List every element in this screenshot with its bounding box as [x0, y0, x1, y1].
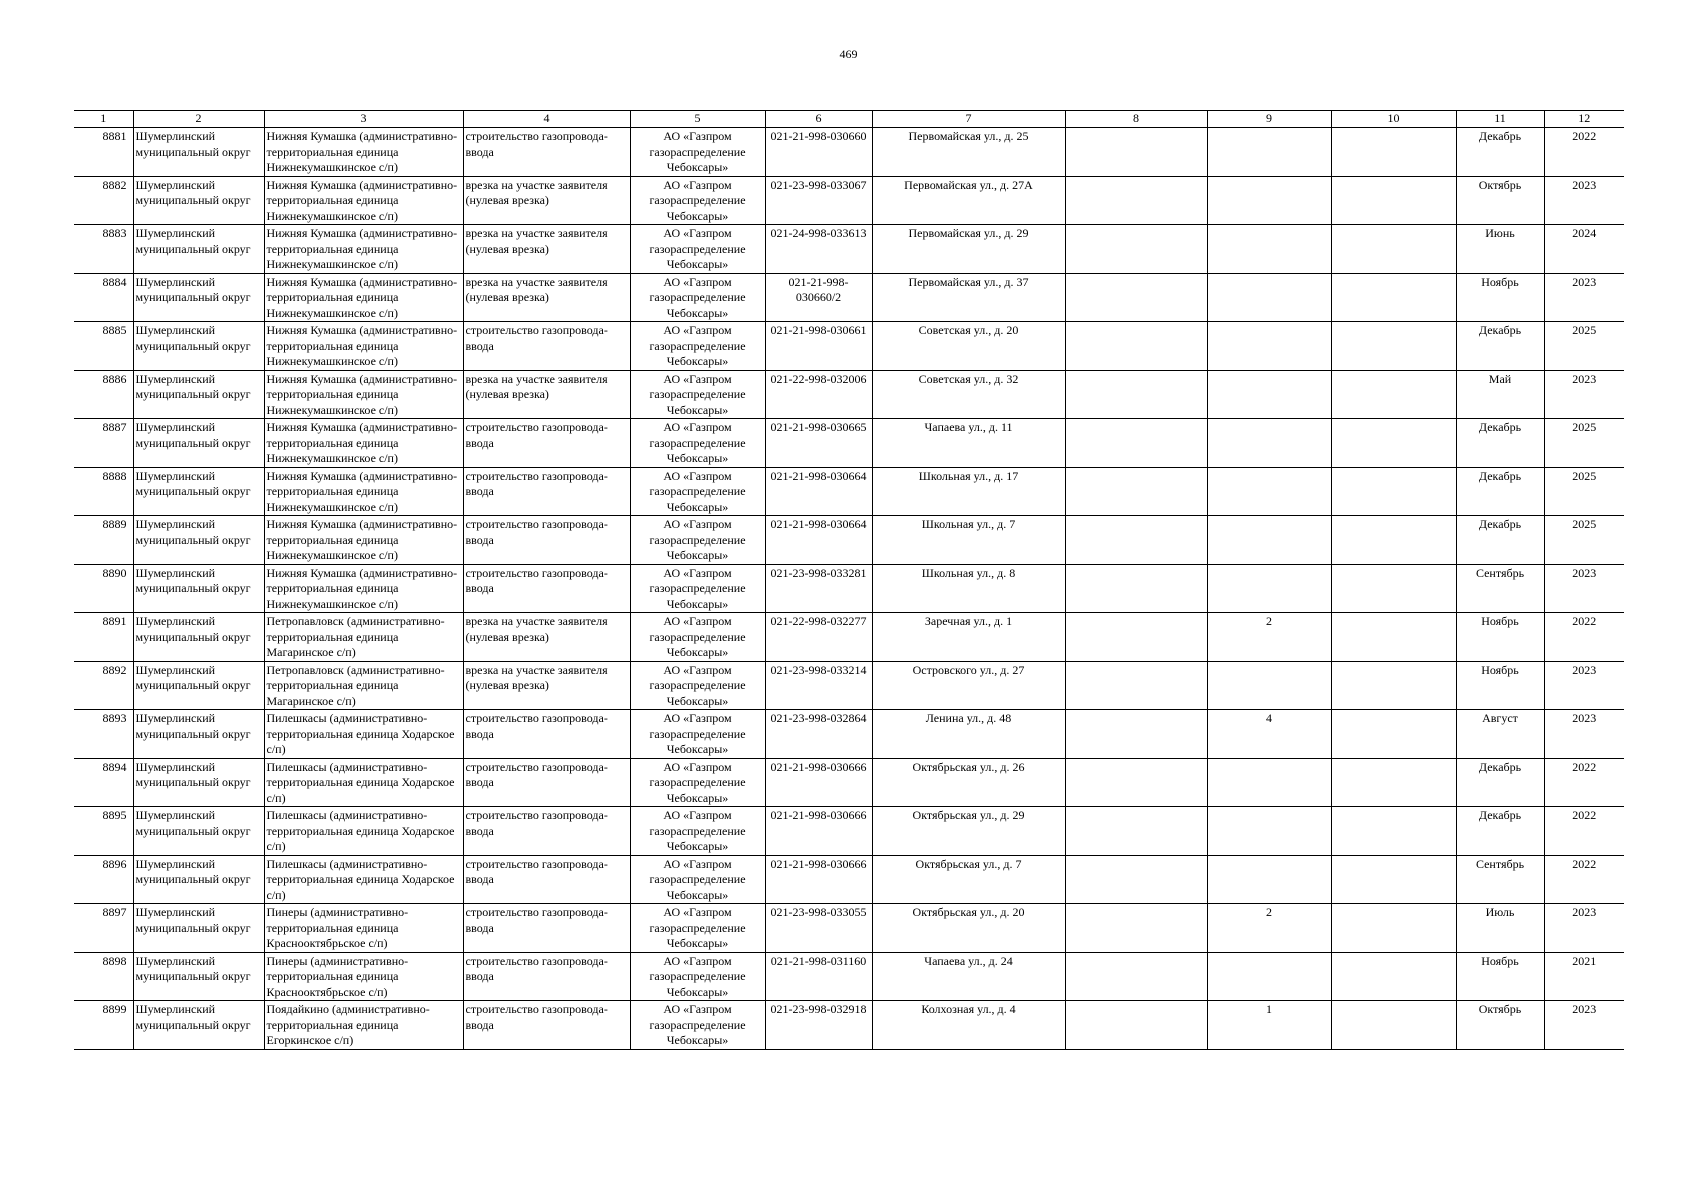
work-type-cell: строительство газопровода-ввода	[463, 564, 630, 613]
row-number-cell: 8892	[74, 661, 133, 710]
column-header: 9	[1207, 111, 1331, 128]
work-type-cell: строительство газопровода-ввода	[463, 419, 630, 468]
organization-cell: АО «Газпром газораспределение Чебоксары»	[630, 710, 765, 759]
column-8-cell	[1065, 176, 1207, 225]
table-row	[74, 370, 1624, 419]
year-cell: 2022	[1544, 807, 1624, 856]
work-type-cell: врезка на участке заявителя (нулевая врезка)	[463, 613, 630, 662]
table-row	[74, 273, 1624, 322]
column-header: 3	[264, 111, 463, 128]
month-cell: Июль	[1456, 904, 1544, 953]
column-8-cell	[1065, 758, 1207, 807]
organization-cell: АО «Газпром газораспределение Чебоксары»	[630, 176, 765, 225]
year-cell: 2025	[1544, 516, 1624, 565]
column-9-cell	[1207, 564, 1331, 613]
month-cell: Август	[1456, 710, 1544, 759]
column-9-cell	[1207, 467, 1331, 516]
district-cell: Шумерлинский муниципальный округ	[133, 564, 264, 613]
application-code-cell: 021-21-998-030666	[765, 807, 872, 856]
column-9-cell	[1207, 322, 1331, 371]
application-code-cell: 021-21-998-030660/2	[765, 273, 872, 322]
column-10-cell	[1331, 273, 1456, 322]
table-row	[74, 176, 1624, 225]
year-cell: 2025	[1544, 322, 1624, 371]
column-header: 2	[133, 111, 264, 128]
address-cell: Октябрьская ул., д. 29	[872, 807, 1065, 856]
column-9-cell	[1207, 661, 1331, 710]
work-type-cell: строительство газопровода-ввода	[463, 807, 630, 856]
organization-cell: АО «Газпром газораспределение Чебоксары»	[630, 661, 765, 710]
district-cell: Шумерлинский муниципальный округ	[133, 516, 264, 565]
column-header: 11	[1456, 111, 1544, 128]
row-number-cell: 8890	[74, 564, 133, 613]
month-cell: Сентябрь	[1456, 564, 1544, 613]
organization-cell: АО «Газпром газораспределение Чебоксары»	[630, 322, 765, 371]
district-cell: Шумерлинский муниципальный округ	[133, 370, 264, 419]
table-row	[74, 952, 1624, 1001]
table-row	[74, 564, 1624, 613]
work-type-cell: строительство газопровода-ввода	[463, 952, 630, 1001]
column-9-cell	[1207, 855, 1331, 904]
organization-cell: АО «Газпром газораспределение Чебоксары»	[630, 758, 765, 807]
district-cell: Шумерлинский муниципальный округ	[133, 322, 264, 371]
month-cell: Ноябрь	[1456, 613, 1544, 662]
application-code-cell: 021-21-998-030660	[765, 128, 872, 177]
locality-cell: Петропавловск (административно-территориальная единица Магаринское с/п)	[264, 613, 463, 662]
column-8-cell	[1065, 710, 1207, 759]
month-cell: Ноябрь	[1456, 661, 1544, 710]
row-number-cell: 8881	[74, 128, 133, 177]
year-cell: 2023	[1544, 661, 1624, 710]
column-10-cell	[1331, 710, 1456, 759]
month-cell: Июнь	[1456, 225, 1544, 274]
application-code-cell: 021-24-998-033613	[765, 225, 872, 274]
work-type-cell: строительство газопровода-ввода	[463, 758, 630, 807]
application-code-cell: 021-21-998-030665	[765, 419, 872, 468]
column-8-cell	[1065, 1001, 1207, 1050]
district-cell: Шумерлинский муниципальный округ	[133, 613, 264, 662]
column-8-cell	[1065, 128, 1207, 177]
month-cell: Декабрь	[1456, 807, 1544, 856]
column-8-cell	[1065, 904, 1207, 953]
year-cell: 2022	[1544, 613, 1624, 662]
address-cell: Чапаева ул., д. 11	[872, 419, 1065, 468]
month-cell: Ноябрь	[1456, 273, 1544, 322]
column-10-cell	[1331, 1001, 1456, 1050]
table-row	[74, 613, 1624, 662]
column-10-cell	[1331, 758, 1456, 807]
column-header: 12	[1544, 111, 1624, 128]
column-8-cell	[1065, 807, 1207, 856]
column-8-cell	[1065, 322, 1207, 371]
address-cell: Первомайская ул., д. 27А	[872, 176, 1065, 225]
work-type-cell: строительство газопровода-ввода	[463, 904, 630, 953]
work-type-cell: строительство газопровода-ввода	[463, 467, 630, 516]
table-row	[74, 710, 1624, 759]
column-9-cell	[1207, 419, 1331, 468]
address-cell: Советская ул., д. 32	[872, 370, 1065, 419]
column-9-cell: 4	[1207, 710, 1331, 759]
work-type-cell: строительство газопровода-ввода	[463, 710, 630, 759]
address-cell: Колхозная ул., д. 4	[872, 1001, 1065, 1050]
year-cell: 2025	[1544, 467, 1624, 516]
locality-cell: Нижняя Кумашка (административно-территориальная единица Нижнекумашкинское с/п)	[264, 516, 463, 565]
column-header: 7	[872, 111, 1065, 128]
district-cell: Шумерлинский муниципальный округ	[133, 225, 264, 274]
table-row	[74, 661, 1624, 710]
organization-cell: АО «Газпром газораспределение Чебоксары»	[630, 516, 765, 565]
month-cell: Декабрь	[1456, 419, 1544, 468]
address-cell: Первомайская ул., д. 37	[872, 273, 1065, 322]
table-row	[74, 904, 1624, 953]
row-number-cell: 8899	[74, 1001, 133, 1050]
row-number-cell: 8883	[74, 225, 133, 274]
table-row	[74, 807, 1624, 856]
address-cell: Заречная ул., д. 1	[872, 613, 1065, 662]
table-row	[74, 128, 1624, 177]
district-cell: Шумерлинский муниципальный округ	[133, 176, 264, 225]
organization-cell: АО «Газпром газораспределение Чебоксары»	[630, 273, 765, 322]
column-9-cell	[1207, 176, 1331, 225]
year-cell: 2023	[1544, 904, 1624, 953]
column-9-cell	[1207, 952, 1331, 1001]
column-10-cell	[1331, 855, 1456, 904]
year-cell: 2021	[1544, 952, 1624, 1001]
table-row	[74, 855, 1624, 904]
column-9-cell	[1207, 370, 1331, 419]
column-9-cell	[1207, 273, 1331, 322]
address-cell: Октябрьская ул., д. 26	[872, 758, 1065, 807]
column-header: 1	[74, 111, 133, 128]
row-number-cell: 8894	[74, 758, 133, 807]
work-type-cell: врезка на участке заявителя (нулевая врезка)	[463, 661, 630, 710]
column-10-cell	[1331, 322, 1456, 371]
column-10-cell	[1331, 613, 1456, 662]
application-code-cell: 021-21-998-030664	[765, 467, 872, 516]
year-cell: 2024	[1544, 225, 1624, 274]
organization-cell: АО «Газпром газораспределение Чебоксары»	[630, 225, 765, 274]
work-type-cell: врезка на участке заявителя (нулевая врезка)	[463, 176, 630, 225]
address-cell: Октябрьская ул., д. 20	[872, 904, 1065, 953]
column-9-cell	[1207, 758, 1331, 807]
column-header: 5	[630, 111, 765, 128]
year-cell: 2022	[1544, 855, 1624, 904]
application-code-cell: 021-23-998-033067	[765, 176, 872, 225]
column-10-cell	[1331, 807, 1456, 856]
address-cell: Октябрьская ул., д. 7	[872, 855, 1065, 904]
district-cell: Шумерлинский муниципальный округ	[133, 1001, 264, 1050]
row-number-cell: 8898	[74, 952, 133, 1001]
application-code-cell: 021-22-998-032277	[765, 613, 872, 662]
locality-cell: Пинеры (административно-территориальная единица Краснооктябрьское с/п)	[264, 952, 463, 1001]
column-10-cell	[1331, 225, 1456, 274]
work-type-cell: строительство газопровода-ввода	[463, 128, 630, 177]
year-cell: 2023	[1544, 1001, 1624, 1050]
column-header: 10	[1331, 111, 1456, 128]
district-cell: Шумерлинский муниципальный округ	[133, 952, 264, 1001]
address-cell: Советская ул., д. 20	[872, 322, 1065, 371]
row-number-cell: 8896	[74, 855, 133, 904]
page-number: 469	[839, 47, 858, 61]
locality-cell: Нижняя Кумашка (административно-территориальная единица Нижнекумашкинское с/п)	[264, 273, 463, 322]
address-cell: Чапаева ул., д. 24	[872, 952, 1065, 1001]
table-row	[74, 758, 1624, 807]
year-cell: 2022	[1544, 758, 1624, 807]
address-cell: Первомайская ул., д. 25	[872, 128, 1065, 177]
locality-cell: Пилешкасы (административно-территориальная единица Ходарское с/п)	[264, 807, 463, 856]
column-8-cell	[1065, 419, 1207, 468]
column-8-cell	[1065, 516, 1207, 565]
application-code-cell: 021-21-998-030664	[765, 516, 872, 565]
row-number-cell: 8893	[74, 710, 133, 759]
column-9-cell: 1	[1207, 1001, 1331, 1050]
organization-cell: АО «Газпром газораспределение Чебоксары»	[630, 467, 765, 516]
district-cell: Шумерлинский муниципальный округ	[133, 128, 264, 177]
work-type-cell: врезка на участке заявителя (нулевая врезка)	[463, 370, 630, 419]
month-cell: Ноябрь	[1456, 952, 1544, 1001]
application-code-cell: 021-21-998-031160	[765, 952, 872, 1001]
row-number-cell: 8891	[74, 613, 133, 662]
row-number-cell: 8886	[74, 370, 133, 419]
address-cell: Островского ул., д. 27	[872, 661, 1065, 710]
table-row	[74, 467, 1624, 516]
column-8-cell	[1065, 467, 1207, 516]
address-cell: Школьная ул., д. 8	[872, 564, 1065, 613]
column-8-cell	[1065, 225, 1207, 274]
work-type-cell: строительство газопровода-ввода	[463, 855, 630, 904]
application-code-cell: 021-22-998-032006	[765, 370, 872, 419]
address-cell: Первомайская ул., д. 29	[872, 225, 1065, 274]
column-8-cell	[1065, 273, 1207, 322]
month-cell: Декабрь	[1456, 467, 1544, 516]
address-cell: Школьная ул., д. 17	[872, 467, 1065, 516]
work-type-cell: строительство газопровода-ввода	[463, 322, 630, 371]
application-code-cell: 021-23-998-033281	[765, 564, 872, 613]
table-row	[74, 322, 1624, 371]
column-10-cell	[1331, 176, 1456, 225]
column-8-cell	[1065, 855, 1207, 904]
column-10-cell	[1331, 419, 1456, 468]
year-cell: 2022	[1544, 128, 1624, 177]
work-type-cell: строительство газопровода-ввода	[463, 1001, 630, 1050]
month-cell: Май	[1456, 370, 1544, 419]
organization-cell: АО «Газпром газораспределение Чебоксары»	[630, 419, 765, 468]
work-type-cell: врезка на участке заявителя (нулевая врезка)	[463, 273, 630, 322]
column-10-cell	[1331, 516, 1456, 565]
district-cell: Шумерлинский муниципальный округ	[133, 758, 264, 807]
organization-cell: АО «Газпром газораспределение Чебоксары»	[630, 613, 765, 662]
application-code-cell: 021-23-998-032918	[765, 1001, 872, 1050]
column-9-cell	[1207, 516, 1331, 565]
table-row	[74, 419, 1624, 468]
application-code-cell: 021-21-998-030666	[765, 758, 872, 807]
organization-cell: АО «Газпром газораспределение Чебоксары»	[630, 952, 765, 1001]
year-cell: 2023	[1544, 564, 1624, 613]
table-row	[74, 1001, 1624, 1050]
locality-cell: Нижняя Кумашка (административно-территориальная единица Нижнекумашкинское с/п)	[264, 322, 463, 371]
column-number-header-row	[74, 111, 1624, 128]
column-10-cell	[1331, 564, 1456, 613]
organization-cell: АО «Газпром газораспределение Чебоксары»	[630, 564, 765, 613]
organization-cell: АО «Газпром газораспределение Чебоксары»	[630, 370, 765, 419]
month-cell: Декабрь	[1456, 516, 1544, 565]
locality-cell: Пилешкасы (административно-территориальная единица Ходарское с/п)	[264, 758, 463, 807]
row-number-cell: 8897	[74, 904, 133, 953]
year-cell: 2023	[1544, 710, 1624, 759]
row-number-cell: 8895	[74, 807, 133, 856]
month-cell: Октябрь	[1456, 1001, 1544, 1050]
address-cell: Школьная ул., д. 7	[872, 516, 1065, 565]
district-cell: Шумерлинский муниципальный округ	[133, 273, 264, 322]
column-8-cell	[1065, 952, 1207, 1001]
year-cell: 2023	[1544, 370, 1624, 419]
locality-cell: Нижняя Кумашка (административно-территориальная единица Нижнекумашкинское с/п)	[264, 225, 463, 274]
table-row	[74, 516, 1624, 565]
column-8-cell	[1065, 661, 1207, 710]
locality-cell: Нижняя Кумашка (административно-территориальная единица Нижнекумашкинское с/п)	[264, 564, 463, 613]
work-type-cell: строительство газопровода-ввода	[463, 516, 630, 565]
organization-cell: АО «Газпром газораспределение Чебоксары»	[630, 128, 765, 177]
application-code-cell: 021-23-998-033055	[765, 904, 872, 953]
locality-cell: Петропавловск (административно-территориальная единица Магаринское с/п)	[264, 661, 463, 710]
row-number-cell: 8885	[74, 322, 133, 371]
column-8-cell	[1065, 564, 1207, 613]
organization-cell: АО «Газпром газораспределение Чебоксары»	[630, 807, 765, 856]
row-number-cell: 8884	[74, 273, 133, 322]
district-cell: Шумерлинский муниципальный округ	[133, 467, 264, 516]
row-number-cell: 8889	[74, 516, 133, 565]
column-9-cell: 2	[1207, 613, 1331, 662]
column-header: 4	[463, 111, 630, 128]
column-8-cell	[1065, 370, 1207, 419]
column-9-cell	[1207, 807, 1331, 856]
year-cell: 2023	[1544, 273, 1624, 322]
address-cell: Ленина ул., д. 48	[872, 710, 1065, 759]
column-9-cell	[1207, 225, 1331, 274]
month-cell: Декабрь	[1456, 322, 1544, 371]
district-cell: Шумерлинский муниципальный округ	[133, 904, 264, 953]
row-number-cell: 8882	[74, 176, 133, 225]
district-cell: Шумерлинский муниципальный округ	[133, 710, 264, 759]
organization-cell: АО «Газпром газораспределение Чебоксары»	[630, 855, 765, 904]
column-header: 6	[765, 111, 872, 128]
column-header: 8	[1065, 111, 1207, 128]
application-code-cell: 021-21-998-030661	[765, 322, 872, 371]
organization-cell: АО «Газпром газораспределение Чебоксары»	[630, 904, 765, 953]
year-cell: 2023	[1544, 176, 1624, 225]
locality-cell: Поядайкино (административно-территориальная единица Егоркинское с/п)	[264, 1001, 463, 1050]
year-cell: 2025	[1544, 419, 1624, 468]
district-cell: Шумерлинский муниципальный округ	[133, 419, 264, 468]
month-cell: Октябрь	[1456, 176, 1544, 225]
locality-cell: Нижняя Кумашка (административно-территориальная единица Нижнекумашкинское с/п)	[264, 370, 463, 419]
application-code-cell: 021-23-998-032864	[765, 710, 872, 759]
table-row	[74, 225, 1624, 274]
table-body	[74, 128, 1624, 1050]
application-code-cell: 021-21-998-030666	[765, 855, 872, 904]
locality-cell: Нижняя Кумашка (административно-территориальная единица Нижнекумашкинское с/п)	[264, 467, 463, 516]
column-10-cell	[1331, 370, 1456, 419]
column-10-cell	[1331, 952, 1456, 1001]
column-8-cell	[1065, 613, 1207, 662]
column-10-cell	[1331, 661, 1456, 710]
district-cell: Шумерлинский муниципальный округ	[133, 807, 264, 856]
month-cell: Декабрь	[1456, 758, 1544, 807]
row-number-cell: 8887	[74, 419, 133, 468]
column-10-cell	[1331, 128, 1456, 177]
locality-cell: Пилешкасы (административно-территориальная единица Ходарское с/п)	[264, 855, 463, 904]
gas-connection-register-table	[74, 110, 1624, 1050]
work-type-cell: врезка на участке заявителя (нулевая врезка)	[463, 225, 630, 274]
column-9-cell: 2	[1207, 904, 1331, 953]
column-10-cell	[1331, 904, 1456, 953]
district-cell: Шумерлинский муниципальный округ	[133, 661, 264, 710]
locality-cell: Нижняя Кумашка (административно-территориальная единица Нижнекумашкинское с/п)	[264, 419, 463, 468]
row-number-cell: 8888	[74, 467, 133, 516]
application-code-cell: 021-23-998-033214	[765, 661, 872, 710]
month-cell: Сентябрь	[1456, 855, 1544, 904]
organization-cell: АО «Газпром газораспределение Чебоксары»	[630, 1001, 765, 1050]
district-cell: Шумерлинский муниципальный округ	[133, 855, 264, 904]
month-cell: Декабрь	[1456, 128, 1544, 177]
locality-cell: Нижняя Кумашка (административно-территориальная единица Нижнекумашкинское с/п)	[264, 176, 463, 225]
column-10-cell	[1331, 467, 1456, 516]
locality-cell: Пинеры (административно-территориальная единица Краснооктябрьское с/п)	[264, 904, 463, 953]
locality-cell: Нижняя Кумашка (административно-территориальная единица Нижнекумашкинское с/п)	[264, 128, 463, 177]
column-9-cell	[1207, 128, 1331, 177]
locality-cell: Пилешкасы (административно-территориальная единица Ходарское с/п)	[264, 710, 463, 759]
